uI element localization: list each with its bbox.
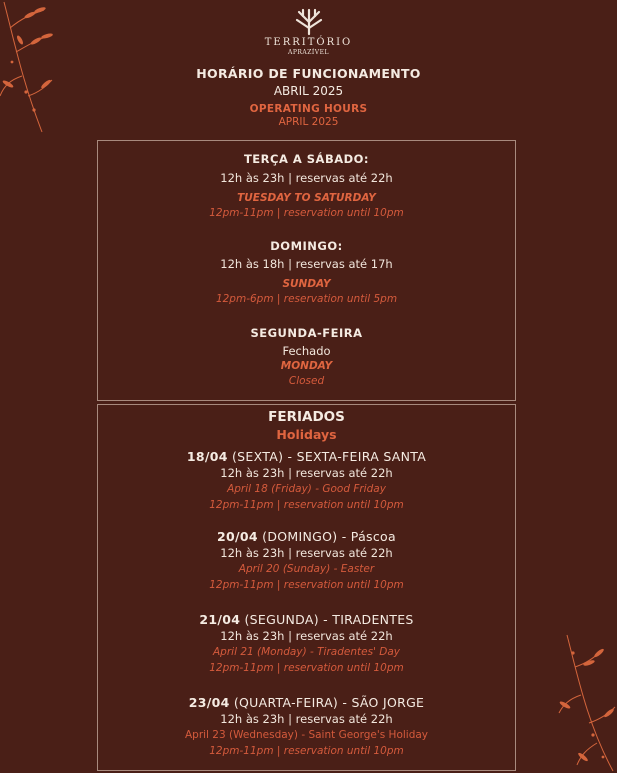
hours-label: 12h às 18h | reservas até 17h	[220, 257, 393, 271]
holiday-name: (QUARTA-FEIRA) - SÃO JORGE	[229, 695, 425, 710]
page-month: ABRIL 2025	[273, 84, 344, 98]
holidays-title: FERIADOS	[268, 409, 345, 425]
holiday-name: (SEGUNDA) - TIRADENTES	[240, 612, 414, 627]
page-title: HORÁRIO DE FUNCIONAMENTO	[196, 66, 421, 81]
holiday-title	[98, 694, 515, 711]
leaf-branch-decoration-bottom-right	[557, 633, 617, 773]
holiday-item	[98, 528, 515, 593]
holiday-hours: 12h às 23h | reservas até 22h	[220, 629, 393, 643]
holiday-hours-en: 12pm-11pm | reservation until 10pm	[209, 745, 404, 757]
day-label: TERÇA A SÁBADO:	[243, 152, 370, 166]
hours-label-en: 12pm-11pm | reservation until 10pm	[209, 207, 404, 219]
holiday-date: 18/04	[186, 449, 228, 464]
schedule-sunday	[98, 239, 515, 307]
hours-label-en: 12pm-6pm | reservation until 5pm	[215, 293, 398, 305]
weekly-hours-box	[97, 140, 516, 401]
holidays-box	[97, 404, 516, 771]
holiday-name: (SEXTA) - SEXTA-FEIRA SANTA	[227, 449, 427, 464]
logo-subtitle: APRAZÍVEL	[288, 49, 329, 56]
holidays-title-en: Holidays	[276, 427, 337, 442]
holiday-name-en: April 21 (Monday) - Tiradentes' Day	[212, 646, 400, 658]
holiday-hours: 12h às 23h | reservas até 22h	[220, 712, 393, 726]
holiday-date: 23/04	[188, 695, 230, 710]
holiday-hours-en: 12pm-11pm | reservation until 10pm	[209, 579, 404, 591]
holiday-title	[98, 448, 515, 465]
holiday-hours: 12h às 23h | reservas até 22h	[220, 546, 393, 560]
day-label-en: TUESDAY TO SATURDAY	[237, 192, 376, 204]
hours-label: Fechado	[282, 344, 331, 358]
holiday-item	[98, 611, 515, 676]
day-label: SEGUNDA-FEIRA	[250, 326, 363, 340]
hours-label: 12h às 23h | reservas até 22h	[220, 171, 393, 185]
page-month-en: APRIL 2025	[278, 116, 339, 128]
holiday-title	[98, 528, 515, 545]
holiday-item	[98, 448, 515, 513]
holiday-name-en: April 23 (Wednesday) - Saint George's Holiday	[184, 729, 429, 741]
logo-name: TERRITÓRIO	[264, 37, 353, 48]
hours-label-en: Closed	[288, 375, 325, 387]
holiday-date: 20/04	[217, 529, 258, 544]
holiday-name-en: April 18 (Friday) - Good Friday	[227, 483, 386, 495]
day-label-en: SUNDAY	[282, 278, 331, 290]
holiday-date: 21/04	[199, 612, 241, 627]
tree-logo-icon	[293, 6, 325, 36]
holiday-hours-en: 12pm-11pm | reservation until 10pm	[209, 499, 404, 511]
schedule-tuesday-saturday	[98, 152, 515, 221]
holiday-hours: 12h às 23h | reservas até 22h	[220, 466, 393, 480]
brand-logo	[0, 6, 617, 56]
page-title-en: OPERATING HOURS	[249, 103, 368, 115]
holiday-item	[98, 694, 515, 759]
holiday-name: (DOMINGO) - Páscoa	[257, 529, 396, 544]
schedule-monday	[98, 326, 515, 389]
holiday-name-en: April 20 (Sunday) - Easter	[238, 563, 375, 575]
holiday-title	[98, 611, 515, 628]
page-header	[0, 65, 617, 129]
day-label-en: MONDAY	[280, 360, 333, 372]
holiday-hours-en: 12pm-11pm | reservation until 10pm	[209, 662, 404, 674]
day-label: DOMINGO:	[270, 239, 343, 253]
